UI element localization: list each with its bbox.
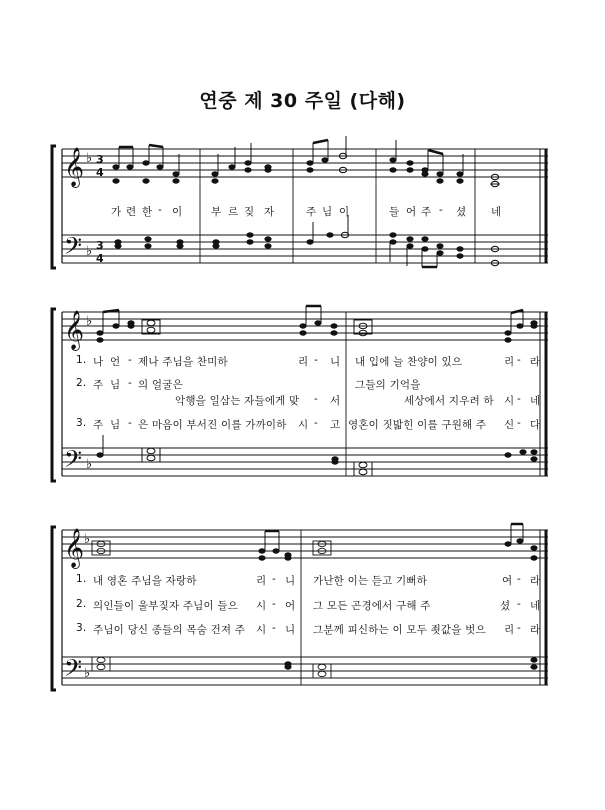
lyric-syllable: 니 xyxy=(330,356,341,368)
lyric-syllable: 이 xyxy=(339,206,350,218)
psalm-2-treble-notes xyxy=(258,538,537,560)
lyric-syllable: 시 xyxy=(256,600,267,612)
lyric-text: 세상에서 지우려 하 xyxy=(404,395,494,407)
treble-clef-icon: 𝄞 xyxy=(64,528,85,568)
lyric-syllable: 님 xyxy=(322,206,333,218)
lyric-syllable: 라 xyxy=(530,624,541,636)
time-signature-bottom: 4 xyxy=(96,166,104,179)
lyric-syllable: 주 xyxy=(93,379,104,391)
lyric-syllable: 이 xyxy=(172,206,183,218)
lyric-syllable: 들 xyxy=(389,206,400,218)
lyric-text: 은 마음이 부서진 이를 가까이하 xyxy=(138,419,287,431)
lyric-text: 제나 주님을 찬미하 xyxy=(138,356,228,368)
lyric-syllable: 네 xyxy=(530,600,541,612)
verse-3-line xyxy=(0,622,605,638)
lyric-syllable: 리 xyxy=(298,356,309,368)
lyric-syllable: 리 xyxy=(256,575,267,587)
lyric-syllable: 짖 xyxy=(244,206,255,218)
lyric-syllable: - xyxy=(128,417,132,429)
lyric-syllable: 네 xyxy=(530,395,541,407)
verse-2-line-2 xyxy=(0,393,605,409)
lyric-text: 내 입에 늘 찬양이 있으 xyxy=(355,356,463,368)
flat-icon: ♭ xyxy=(86,151,93,166)
verse-number: 3. xyxy=(76,622,87,634)
flat-icon: ♭ xyxy=(84,532,91,547)
lyric-syllable: - xyxy=(272,573,276,585)
bass-clef-icon: 𝄢 xyxy=(64,445,83,478)
psalm-1-treble-notes xyxy=(96,320,537,342)
lyric-syllable: 다 xyxy=(530,419,541,431)
time-signature-top: 3 xyxy=(96,153,104,166)
lyric-syllable: 니 xyxy=(285,624,296,636)
refrain-lyrics xyxy=(0,204,605,220)
lyric-syllable: 시 xyxy=(256,624,267,636)
lyric-syllable: 주 xyxy=(306,206,317,218)
lyric-syllable: 련 xyxy=(126,206,137,218)
lyric-text: 주님이 당신 종들의 목숨 건져 주 xyxy=(93,624,246,636)
treble-clef-icon: 𝄞 xyxy=(64,310,85,350)
psalm-2-bass-notes xyxy=(284,657,537,669)
lyric-syllable: 셨 xyxy=(500,600,511,612)
lyric-syllable: 님 xyxy=(110,379,121,391)
flat-icon: ♭ xyxy=(86,314,93,329)
lyric-syllable: - xyxy=(314,393,318,405)
lyric-syllable: - xyxy=(272,598,276,610)
hymn-title: 연중 제 30 주일 (다해) xyxy=(199,90,406,112)
lyric-syllable: - xyxy=(272,622,276,634)
bass-clef-icon: 𝄢 xyxy=(64,232,83,265)
lyric-text: 그들의 기억을 xyxy=(355,379,421,391)
lyric-syllable: - xyxy=(517,622,521,634)
lyric-syllable: 나 xyxy=(93,356,104,368)
lyric-syllable: 리 xyxy=(504,624,515,636)
verse-1-line xyxy=(0,354,605,370)
verse-3-line xyxy=(0,417,605,433)
lyric-text: 그분께 피신하는 이 모두 죗값을 벗으 xyxy=(313,624,486,636)
lyric-text: 의 얼굴은 xyxy=(138,379,183,391)
verse-number: 1. xyxy=(76,354,87,366)
lyric-syllable: - xyxy=(517,354,521,366)
lyric-syllable: - xyxy=(517,598,521,610)
lyric-syllable: 라 xyxy=(530,356,541,368)
flat-icon: ♭ xyxy=(86,457,93,472)
lyric-syllable: 어 xyxy=(406,206,417,218)
lyric-text: 영혼이 짓밟힌 이를 구원해 주 xyxy=(348,419,487,431)
treble-clef-icon: 𝄞 xyxy=(64,147,85,187)
lyric-syllable: 고 xyxy=(330,419,341,431)
lyric-syllable: 네 xyxy=(491,206,502,218)
lyric-syllable: - xyxy=(128,377,132,389)
verse-number: 2. xyxy=(76,598,87,610)
verse-number: 1. xyxy=(76,573,87,585)
lyric-text: 가난한 이는 듣고 기뻐하 xyxy=(313,575,428,587)
verse-1-line xyxy=(0,573,605,589)
flat-icon: ♭ xyxy=(86,244,93,259)
verse-2-line-1 xyxy=(0,377,605,393)
lyric-syllable: 님 xyxy=(110,419,121,431)
lyric-syllable: - xyxy=(128,354,132,366)
verse-number: 3. xyxy=(76,417,87,429)
lyric-syllable: 라 xyxy=(530,575,541,587)
lyric-syllable: - xyxy=(517,393,521,405)
lyric-syllable: 언 xyxy=(110,356,121,368)
lyric-syllable: - xyxy=(439,204,443,216)
flat-icon: ♭ xyxy=(84,666,91,681)
lyric-text: 내 영혼 주님을 자랑하 xyxy=(93,575,197,587)
lyric-syllable: 신 xyxy=(504,419,515,431)
lyric-syllable: 자 xyxy=(264,206,275,218)
lyric-syllable: 시 xyxy=(298,419,309,431)
time-signature-top: 3 xyxy=(96,239,104,252)
lyric-text: 악행을 일삼는 자들에게 맞 xyxy=(175,395,300,407)
lyric-text: 의인들이 울부짖자 주님이 들으 xyxy=(93,600,239,612)
lyric-syllable: 가 xyxy=(111,206,122,218)
lyric-syllable: 주 xyxy=(421,206,432,218)
lyric-syllable: 부 xyxy=(211,206,222,218)
lyric-syllable: 여 xyxy=(502,575,513,587)
lyric-syllable: 셨 xyxy=(456,206,467,218)
lyric-syllable: 시 xyxy=(504,395,515,407)
lyric-syllable: - xyxy=(517,573,521,585)
lyric-text: 그 모든 곤경에서 구해 주 xyxy=(313,600,431,612)
lyric-syllable: 주 xyxy=(93,419,104,431)
lyric-syllable: - xyxy=(158,204,162,216)
lyric-syllable: 리 xyxy=(504,356,515,368)
lyric-syllable: 어 xyxy=(285,600,296,612)
lyric-syllable: - xyxy=(314,354,318,366)
verse-2-line xyxy=(0,598,605,614)
lyric-syllable: 서 xyxy=(330,395,341,407)
time-signature-bottom: 4 xyxy=(96,252,104,265)
lyric-syllable: - xyxy=(314,417,318,429)
lyric-syllable: 니 xyxy=(285,575,296,587)
bass-clef-icon: 𝄢 xyxy=(64,654,83,687)
lyric-syllable: 르 xyxy=(228,206,239,218)
lyric-syllable: - xyxy=(517,417,521,429)
lyric-syllable: 한 xyxy=(142,206,153,218)
verse-number: 2. xyxy=(76,377,87,389)
